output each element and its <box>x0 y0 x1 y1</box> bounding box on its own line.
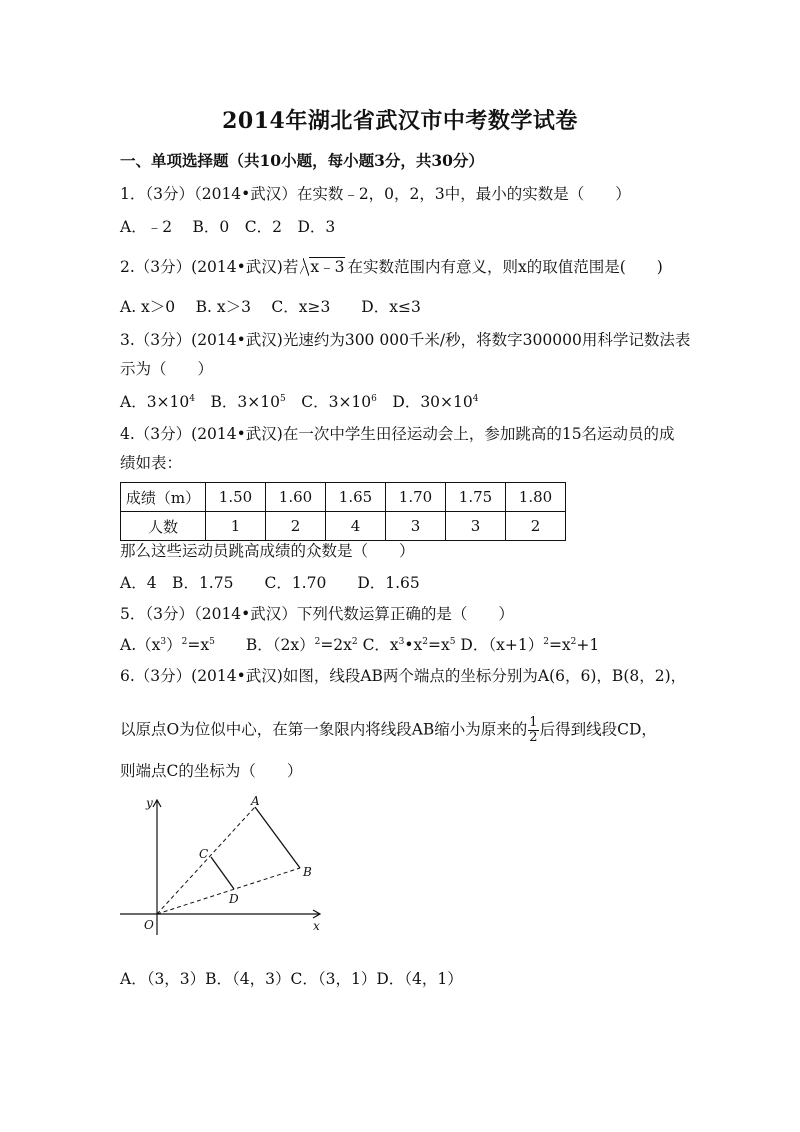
question-2-stem <box>120 256 663 278</box>
label-x: x <box>313 919 320 933</box>
question-6-stem-line3: 则端点C的坐标为（ ） <box>120 762 303 780</box>
q3-option-b-exponent: 5 <box>279 394 286 404</box>
exponent: 2 <box>351 637 358 647</box>
question-4-options: A．4 B．1.75 C．1.70 D．1.65 <box>120 574 420 592</box>
table-cell: 1.80 <box>506 483 566 512</box>
q5-a-part: A.（x <box>120 636 161 654</box>
label-c: C <box>199 847 209 861</box>
label-a: A <box>251 795 260 808</box>
table-cell: 2 <box>506 512 566 541</box>
label-d: D <box>229 892 239 906</box>
q3-option-d: D．30×10 <box>376 393 473 411</box>
exponent: 3 <box>398 637 405 647</box>
question-5-options <box>120 634 599 656</box>
question-4-stem-line2: 绩如表： <box>120 454 183 472</box>
question-6-stem-line1: 6.（3分）(2014•武汉)如图，线段AB两个端点的坐标分别为A(6，6)，B(8，2)， <box>120 667 687 685</box>
question-3-stem-line2: 示为（ ） <box>120 360 214 378</box>
q5-d-part: +1 <box>576 636 600 654</box>
q3-option-a: A．3×10 <box>120 393 190 411</box>
table-cell: 1.50 <box>206 483 266 512</box>
q6-stem-pre: 以原点O为位似中心，在第一象限内将线段AB缩小为原来的 <box>120 720 528 739</box>
table-cell: 1 <box>206 512 266 541</box>
question-5-stem: 5．（3分）（2014•武汉）下列代数运算正确的是（ ） <box>120 605 514 623</box>
fraction-one-half <box>528 716 538 745</box>
label-o: O <box>144 918 154 932</box>
exponent: 2 <box>314 637 321 647</box>
q6-stem-post: 后得到线段CD， <box>539 720 657 739</box>
exponent: 2 <box>422 637 429 647</box>
q2-stem-post: 在实数范围内有意义，则x的取值范围是( ) <box>347 258 663 276</box>
q5-b-part: B．（2x） <box>214 636 315 654</box>
exponent: 2 <box>570 637 577 647</box>
question-6-options: A．（3，3）B．（4，3）C．（3，1）D．（4，1） <box>120 970 463 988</box>
fraction-denominator: 2 <box>529 730 538 745</box>
q5-d-part: D．（x+1） <box>455 636 544 654</box>
section-heading: 一、单项选择题（共10小题，每小题3分，共30分） <box>120 151 484 170</box>
q3-option-d-exponent: 4 <box>472 394 479 404</box>
table-cell: 4 <box>326 512 386 541</box>
segment-ab <box>255 807 300 868</box>
question-4-stem-line1: 4.（3分）(2014•武汉)在一次中学生田径运动会上，参加跳高的15名运动员的成 <box>120 425 675 443</box>
label-y: y <box>146 796 153 810</box>
question-3-options <box>120 391 479 413</box>
radicand: x﹣3 <box>310 258 345 276</box>
table-header-cell: 成绩（m） <box>121 483 206 512</box>
question-2-options: A. x＞0 B. x＞3 C．x≥3 D．x≤3 <box>120 298 421 316</box>
table-cell: 1.65 <box>326 483 386 512</box>
question-1-options: A．﹣2 B．0 C．2 D．3 <box>120 218 336 236</box>
question-1-stem: 1．（3分）（2014•武汉）在实数﹣2，0，2，3中，最小的实数是（ ） <box>120 185 631 203</box>
q5-c-part: C．x <box>357 636 399 654</box>
figure-svg <box>120 795 330 940</box>
fraction-numerator: 1 <box>529 715 538 730</box>
question-4-stem-line3: 那么这些运动员跳高成绩的众数是（ ） <box>120 542 415 560</box>
q2-stem-pre: 2.（3分）(2014•武汉)若 <box>120 258 299 276</box>
table-header-cell: 人数 <box>121 512 206 541</box>
label-b: B <box>303 865 312 879</box>
q5-b-part: =2x <box>320 636 352 654</box>
q5-a-part: ） <box>166 636 182 654</box>
q5-c-part: •x <box>404 636 423 654</box>
table-cell: 1.75 <box>446 483 506 512</box>
page-title: 2014年湖北省武汉市中考数学试卷 <box>222 108 578 134</box>
table-row <box>121 512 566 541</box>
exponent: 5 <box>449 637 456 647</box>
square-root-expression <box>300 256 345 278</box>
table-cell: 1.70 <box>386 483 446 512</box>
q3-option-a-exponent: 4 <box>189 394 196 404</box>
exponent: 5 <box>209 637 215 647</box>
q3-option-b: B．3×10 <box>195 393 280 411</box>
exponent: 2 <box>181 637 188 647</box>
exponent: 2 <box>543 637 549 647</box>
q5-c-part: =x <box>428 636 450 654</box>
table-cell: 1.60 <box>266 483 326 512</box>
segment-cd <box>211 857 234 889</box>
q3-option-c: C．3×10 <box>285 393 372 411</box>
coordinate-figure <box>120 795 330 940</box>
table-cell: 2 <box>266 512 326 541</box>
results-table <box>120 482 566 541</box>
question-6-stem-line2 <box>120 716 657 745</box>
q5-a-part: =x <box>187 636 210 654</box>
q3-option-c-exponent: 6 <box>371 394 377 404</box>
question-3-stem-line1: 3.（3分）(2014•武汉)光速约为300 000千米/秒，将数字300000用科学记数法表 <box>120 331 691 349</box>
q5-d-part: =x <box>548 636 571 654</box>
exponent: 3 <box>160 637 167 647</box>
table-cell: 3 <box>386 512 446 541</box>
table-cell: 3 <box>446 512 506 541</box>
table-row <box>121 483 566 512</box>
